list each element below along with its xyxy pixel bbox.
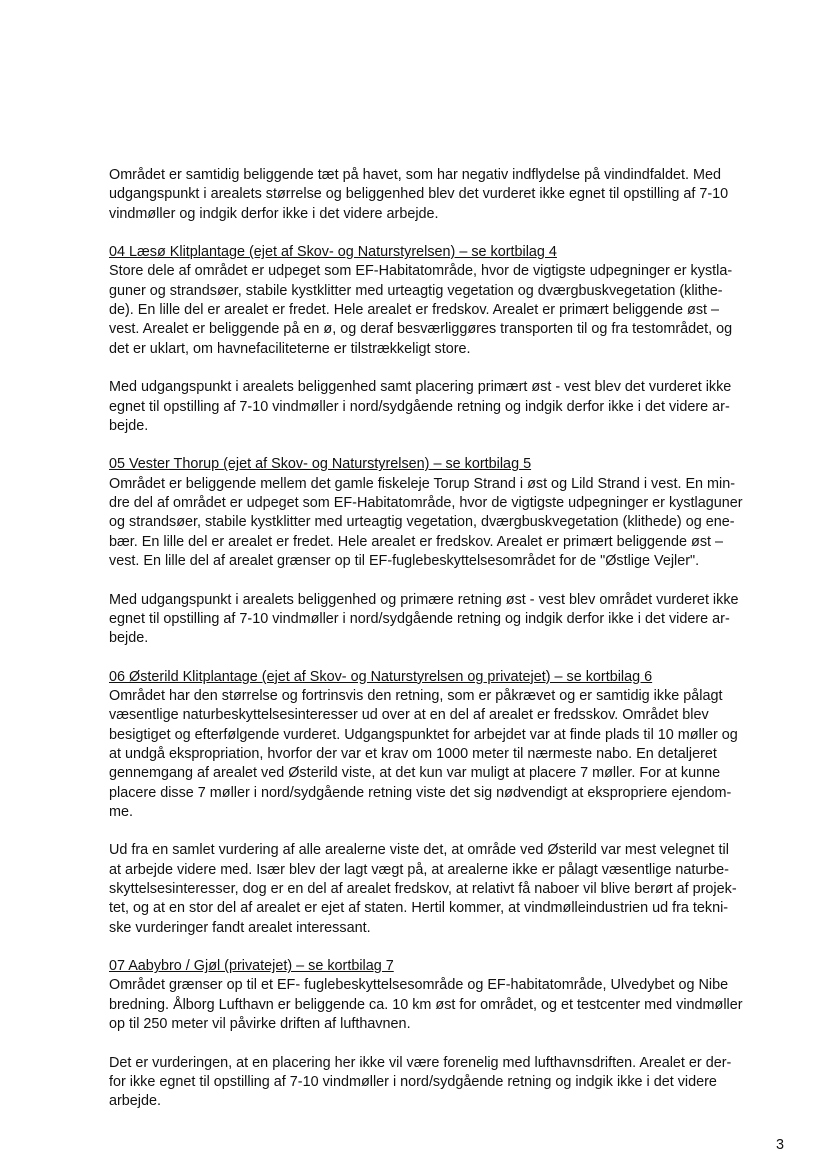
text-line: vindmøller og indgik derfor ikke i det videre arbejde. — [109, 205, 439, 222]
text-line: op til 250 meter vil påvirke driften af lufthavnen. — [109, 1016, 411, 1033]
section-heading: 04 Læsø Klitplantage (ejet af Skov- og Naturstyrelsen) – se kortbilag 4 — [109, 244, 557, 261]
paragraph — [109, 378, 789, 436]
text-line: væsentlige naturbeskyttelsesinteresser ud over at en del af arealet er fredsskov. Området blev — [109, 707, 709, 724]
text-line: besigtiget og efterfølgende vurderet. Udgangspunktet for arbejdet var at finde plads til 10 møller og — [109, 726, 738, 743]
text-line: egnet til opstilling af 7-10 vindmøller i nord/sydgående retning og indgik derfor ikke i det videre ar- — [109, 610, 730, 627]
paragraph — [109, 841, 789, 937]
text-line: placere disse 7 møller i nord/sydgående retning viste det sig nødvendigt at ekspropriere ejendom- — [109, 784, 732, 801]
text-line: bejde. — [109, 630, 149, 647]
section-heading: 06 Østerild Klitplantage (ejet af Skov- og Naturstyrelsen og privatejet) – se kortbilag 6 — [109, 668, 653, 685]
document-body — [109, 166, 789, 1112]
text-line: Ud fra en samlet vurdering af alle arealerne viste det, at område ved Østerild var mest velegnet til — [109, 842, 729, 859]
text-line: skyttelsesinteresser, dog er en del af arealet fredskov, at relativt få naboer vil blive berørt af projek- — [109, 880, 737, 897]
text-line: Med udgangspunkt i arealets beliggenhed samt placering primært øst - vest blev det vurderet ikke — [109, 379, 732, 396]
text-line: vest. En lille del af arealet grænser op til EF-fuglebeskyttelsesområdet for de "Østlige Vejler". — [109, 552, 700, 569]
text-line: udgangspunkt i arealets størrelse og beliggenhed blev det vurderet ikke egnet til opstilling af 7-10 — [109, 186, 729, 203]
text-line: for ikke egnet til opstilling af 7-10 vindmøller i nord/sydgående retning og indgik ikke i det videre — [109, 1073, 717, 1090]
paragraph — [109, 262, 789, 358]
section-heading: 07 Aabybro / Gjøl (privatejet) – se kortbilag 7 — [109, 958, 394, 975]
paragraph-gap — [109, 1034, 789, 1053]
text-line: dre del af området er udpeget som EF-Habitatområde, hvor de vigtigste udpegninger er kystlaguner — [109, 495, 743, 512]
text-line: bær. En lille del er arealet er fredet. Hele arealet er fredskov. Arealet er primært beliggende øst – — [109, 533, 724, 550]
text-line: og strandsøer, stabile kystklitter med urteagtig vegetation, dværgbuskvegetation (klithede) og ene- — [109, 514, 735, 531]
text-line: det er uklart, om havnefaciliteterne er tilstrækkeligt store. — [109, 340, 471, 357]
paragraph-gap — [109, 436, 789, 455]
paragraph — [109, 687, 789, 822]
paragraph — [109, 475, 789, 571]
paragraph — [109, 591, 789, 649]
text-line: bejde. — [109, 417, 149, 434]
text-line: arbejde. — [109, 1093, 162, 1110]
text-line: Området er beliggende mellem det gamle fiskeleje Torup Strand i øst og Lild Strand i vest. En min- — [109, 475, 736, 492]
text-line: Det er vurderingen, at en placering her ikke vil være forenelig med lufthavnsdriften. Arealet er der- — [109, 1054, 732, 1071]
text-line: Store dele af området er udpeget som EF-Habitatområde, hvor de vigtigste udpegninger er kystla- — [109, 263, 733, 280]
text-line: Området har den størrelse og fortrinsvis den retning, som er påkrævet og er samtidig ikke pålagt — [109, 688, 723, 705]
text-line: bredning. Ålborg Lufthavn er beliggende ca. 10 km øst for området, og et testcenter med vindmøller — [109, 996, 743, 1013]
text-line: de). En lille del er arealet er fredet. Hele arealet er fredskov. Arealet er primært beliggende øst – — [109, 302, 720, 319]
text-line: gennemgang af arealet ved Østerild viste, at det kun var muligt at placere 7 møller. For at kunne — [109, 765, 721, 782]
text-line: tet, og at en stor del af arealet er ejet af staten. Hertil kommer, at vindmølleindustrien ud fra tekni- — [109, 900, 729, 917]
paragraph-gap — [109, 224, 789, 243]
text-line: me. — [109, 803, 133, 820]
paragraph-gap — [109, 648, 789, 667]
section-heading: 05 Vester Thorup (ejet af Skov- og Naturstyrelsen) – se kortbilag 5 — [109, 456, 532, 473]
paragraph — [109, 1054, 789, 1112]
text-line: Området grænser op til et EF- fuglebeskyttelsesområde og EF-habitatområde, Ulvedybet og Nibe — [109, 977, 729, 994]
page-number: 3 — [776, 1137, 785, 1153]
text-line: at undgå ekspropriation, hvorfor der var et krav om 1000 meter til nærmeste nabo. En detaljeret — [109, 745, 717, 762]
paragraph — [109, 166, 789, 224]
paragraph — [109, 976, 789, 1034]
text-line: egnet til opstilling af 7-10 vindmøller i nord/sydgående retning og indgik derfor ikke i det videre ar- — [109, 398, 730, 415]
text-line: guner og strandsøer, stabile kystklitter med urteagtig vegetation og dværgbuskvegetation (klithe- — [109, 282, 723, 299]
paragraph-gap — [109, 938, 789, 957]
paragraph-gap — [109, 571, 789, 590]
text-line: Med udgangspunkt i arealets beliggenhed og primære retning øst - vest blev området vurderet ikke — [109, 591, 739, 608]
paragraph-gap — [109, 359, 789, 378]
text-line: vest. Arealet er beliggende på en ø, og deraf besværliggøres transporten til og fra testområdet, og — [109, 321, 733, 338]
paragraph-gap — [109, 822, 789, 841]
text-line: at arbejde videre med. Især blev der lagt vægt på, at arealerne ikke er pålagt væsentlige naturbe- — [109, 861, 729, 878]
text-line: Området er samtidig beliggende tæt på havet, som har negativ indflydelse på vindindfaldet. Med — [109, 167, 721, 183]
text-line: ske vurderinger fandt arealet interessant. — [109, 919, 371, 936]
